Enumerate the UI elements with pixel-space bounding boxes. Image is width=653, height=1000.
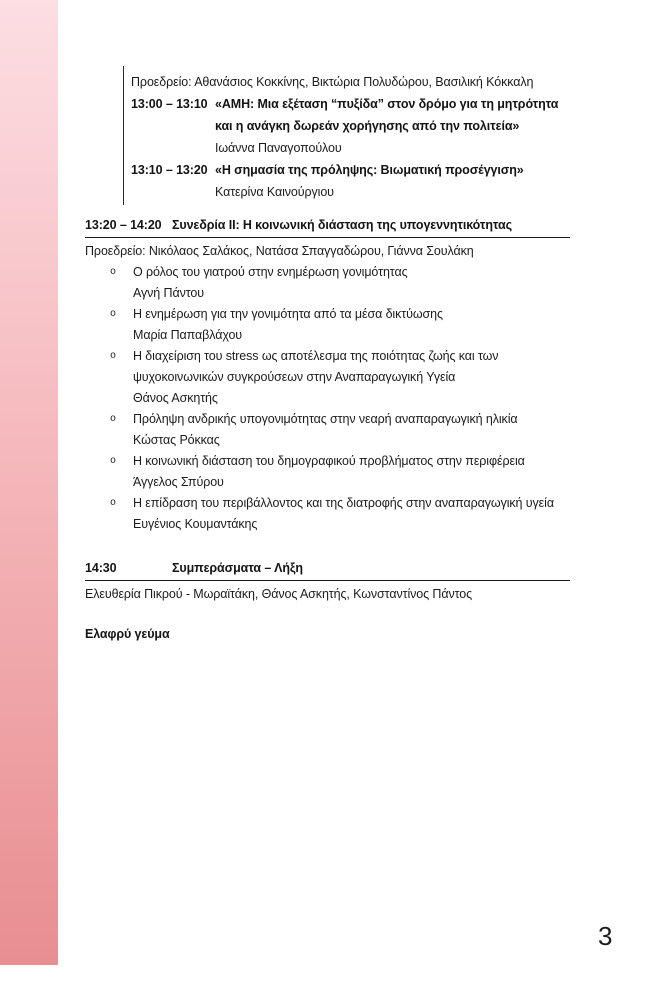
session2-header: [85, 214, 570, 236]
talk-topic: Η κοινωνική διάσταση του δημογραφικού προβλήματος στην περιφέρεια: [133, 454, 525, 468]
closing-chairs: Ελευθερία Πικρού - Μωραϊτάκη, Θάνος Ασκητής, Κωνσταντίνος Πάντος: [85, 587, 473, 601]
lunch-note: Ελαφρύ γεύμα: [85, 627, 170, 641]
circle-bullet-icon: o: [110, 267, 116, 278]
talk-speaker: Θάνος Ασκητής: [133, 391, 218, 405]
talk-topic: Η επίδραση του περιβάλλοντος και της διατροφής στην αναπαραγωγική υγεία: [133, 496, 554, 510]
list-item: [85, 346, 570, 409]
talk-speaker: Μαρία Παπαβλάχου: [133, 328, 243, 342]
session2-chairs: Προεδρείο: Νικόλαος Σαλάκος, Νατάσα Σπαγγαδώρου, Γιάννα Σουλάκη: [85, 244, 474, 258]
talk-speaker: Αγνή Πάντου: [133, 286, 204, 300]
session2-agenda: [85, 262, 570, 535]
closing-block: [85, 557, 570, 645]
list-item: [85, 262, 570, 304]
session1-end-block: [123, 66, 575, 205]
talk-title: «ΑΜΗ: Μια εξέταση “πυξίδα” στον δρόμο για τη μητρότητα και η ανάγκη δωρεάν χορήγησης από την πολιτεία»: [215, 97, 559, 133]
session2-title: Συνεδρία ΙΙ: Η κοινωνική διάσταση της υπογεννητικότητας: [172, 218, 512, 232]
talk-speaker: Κώστας Ρόκκας: [133, 433, 220, 447]
talk-time: 13:00 – 13:10: [131, 97, 208, 111]
closing-title: Συμπεράσματα – Λήξη: [172, 561, 303, 575]
circle-bullet-icon: o: [110, 309, 116, 320]
talk-row: [131, 159, 575, 203]
closing-header: [85, 557, 570, 579]
list-item: [85, 493, 570, 535]
talk-topic: Πρόληψη ανδρικής υπογονιμότητας στην νεαρή αναπαραγωγική ηλικία: [133, 412, 518, 426]
session2-time: 13:20 – 14:20: [85, 218, 162, 232]
talk-topic: Ο ρόλος του γιατρού στην ενημέρωση γονιμότητας: [133, 265, 408, 279]
list-item: [85, 304, 570, 346]
talk-title: «Η σημασία της πρόληψης: Βιωματική προσέγγιση»: [215, 163, 524, 177]
talk-row: [131, 93, 575, 159]
circle-bullet-icon: o: [110, 456, 116, 467]
talk-time: 13:10 – 13:20: [131, 163, 208, 177]
talk-topic: Η διαχείριση του stress ως αποτέλεσμα της ποιότητας ζωής και των ψυχοκοινωνικών συγκρούσεων στην Αναπαραγωγική Υγεία: [133, 349, 499, 384]
page-number: 3: [598, 921, 613, 951]
circle-bullet-icon: o: [110, 498, 116, 509]
talk-speaker: Άγγελος Σπύρου: [133, 475, 224, 489]
list-item: [85, 451, 570, 493]
list-item: [85, 409, 570, 451]
closing-time: 14:30: [85, 561, 117, 575]
side-accent-bar: [0, 0, 58, 965]
talk-speaker: Ιωάννα Παναγοπούλου: [215, 141, 342, 155]
talk-speaker: Ευγένιος Κουμαντάκης: [133, 517, 258, 531]
talk-topic: Η ενημέρωση για την γονιμότητα από τα μέσα δικτύωσης: [133, 307, 443, 321]
section-divider: [85, 237, 570, 238]
circle-bullet-icon: o: [110, 351, 116, 362]
session1-chairs: Προεδρείο: Αθανάσιος Κοκκίνης, Βικτώρια Πολυδώρου, Βασιλική Κόκκαλη: [131, 75, 534, 89]
session2-block: [85, 214, 570, 535]
section-divider: [85, 580, 570, 581]
circle-bullet-icon: o: [110, 414, 116, 425]
talk-speaker: Κατερίνα Καινούργιου: [215, 185, 334, 199]
